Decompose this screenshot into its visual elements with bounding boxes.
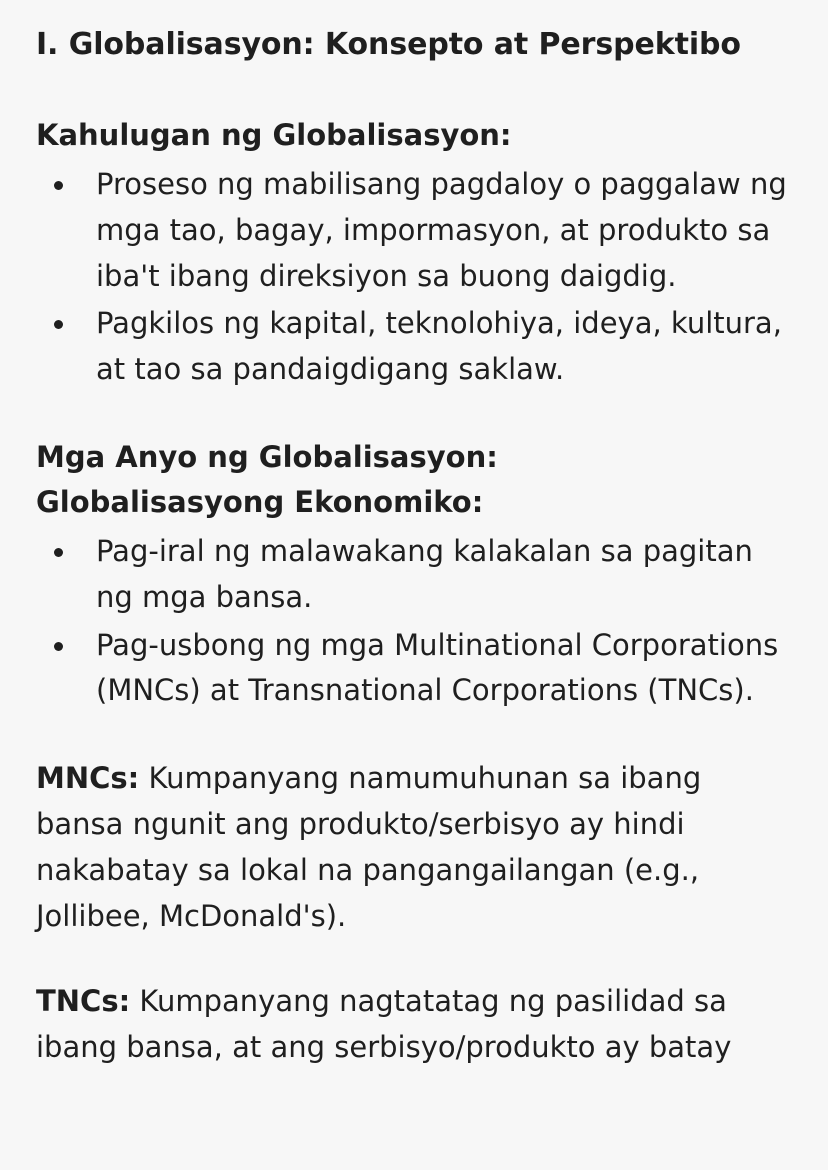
spacer: [36, 67, 788, 113]
section-heading-mga-anyo: Mga Anyo ng Globalisasyon:: [36, 440, 498, 474]
bullet-list-ekonomiko: [36, 529, 788, 714]
bullet-list-kahulugan: [36, 162, 788, 393]
spacer: [36, 395, 788, 435]
spacer: [36, 716, 788, 756]
definition-mncs: [36, 756, 788, 939]
definition-term: TNCs:: [36, 984, 131, 1019]
definition-tncs: [36, 979, 788, 1071]
list-item: Pag-iral ng malawakang kalakalan sa pagitan ng mga bansa.: [36, 529, 788, 621]
list-item: Pagkilos ng kapital, teknolohiya, ideya, kultura, at tao sa pandaigdigang saklaw.: [36, 301, 788, 393]
section-heading-kahulugan: Kahulugan ng Globalisasyon:: [36, 118, 512, 152]
spacer: [36, 939, 788, 979]
definition-term: MNCs:: [36, 761, 140, 796]
list-item: Pag-usbong ng mga Multinational Corporations (MNCs) at Transnational Corporations (TNCs).: [36, 623, 788, 715]
definition-text: Kumpanyang nagtatatag ng pasilidad sa ibang bansa, at ang serbisyo/produkto ay batay: [36, 984, 732, 1065]
definition-text: Kumpanyang namumuhunan sa ibang bansa ngunit ang produkto/serbisyo ay hindi nakabatay sa lokal na pangangailangan (e.g., Jollibee, McDonald's).: [36, 761, 702, 933]
section-heading-ekonomiko: Globalisasyong Ekonomiko:: [36, 484, 484, 519]
list-item: Proseso ng mabilisang pagdaloy o paggalaw ng mga tao, bagay, impormasyon, at produkto sa iba't ibang direksiyon sa buong daigdig.: [36, 162, 788, 299]
page-title: I. Globalisasyon: Konsepto at Perspektibo: [36, 27, 741, 62]
